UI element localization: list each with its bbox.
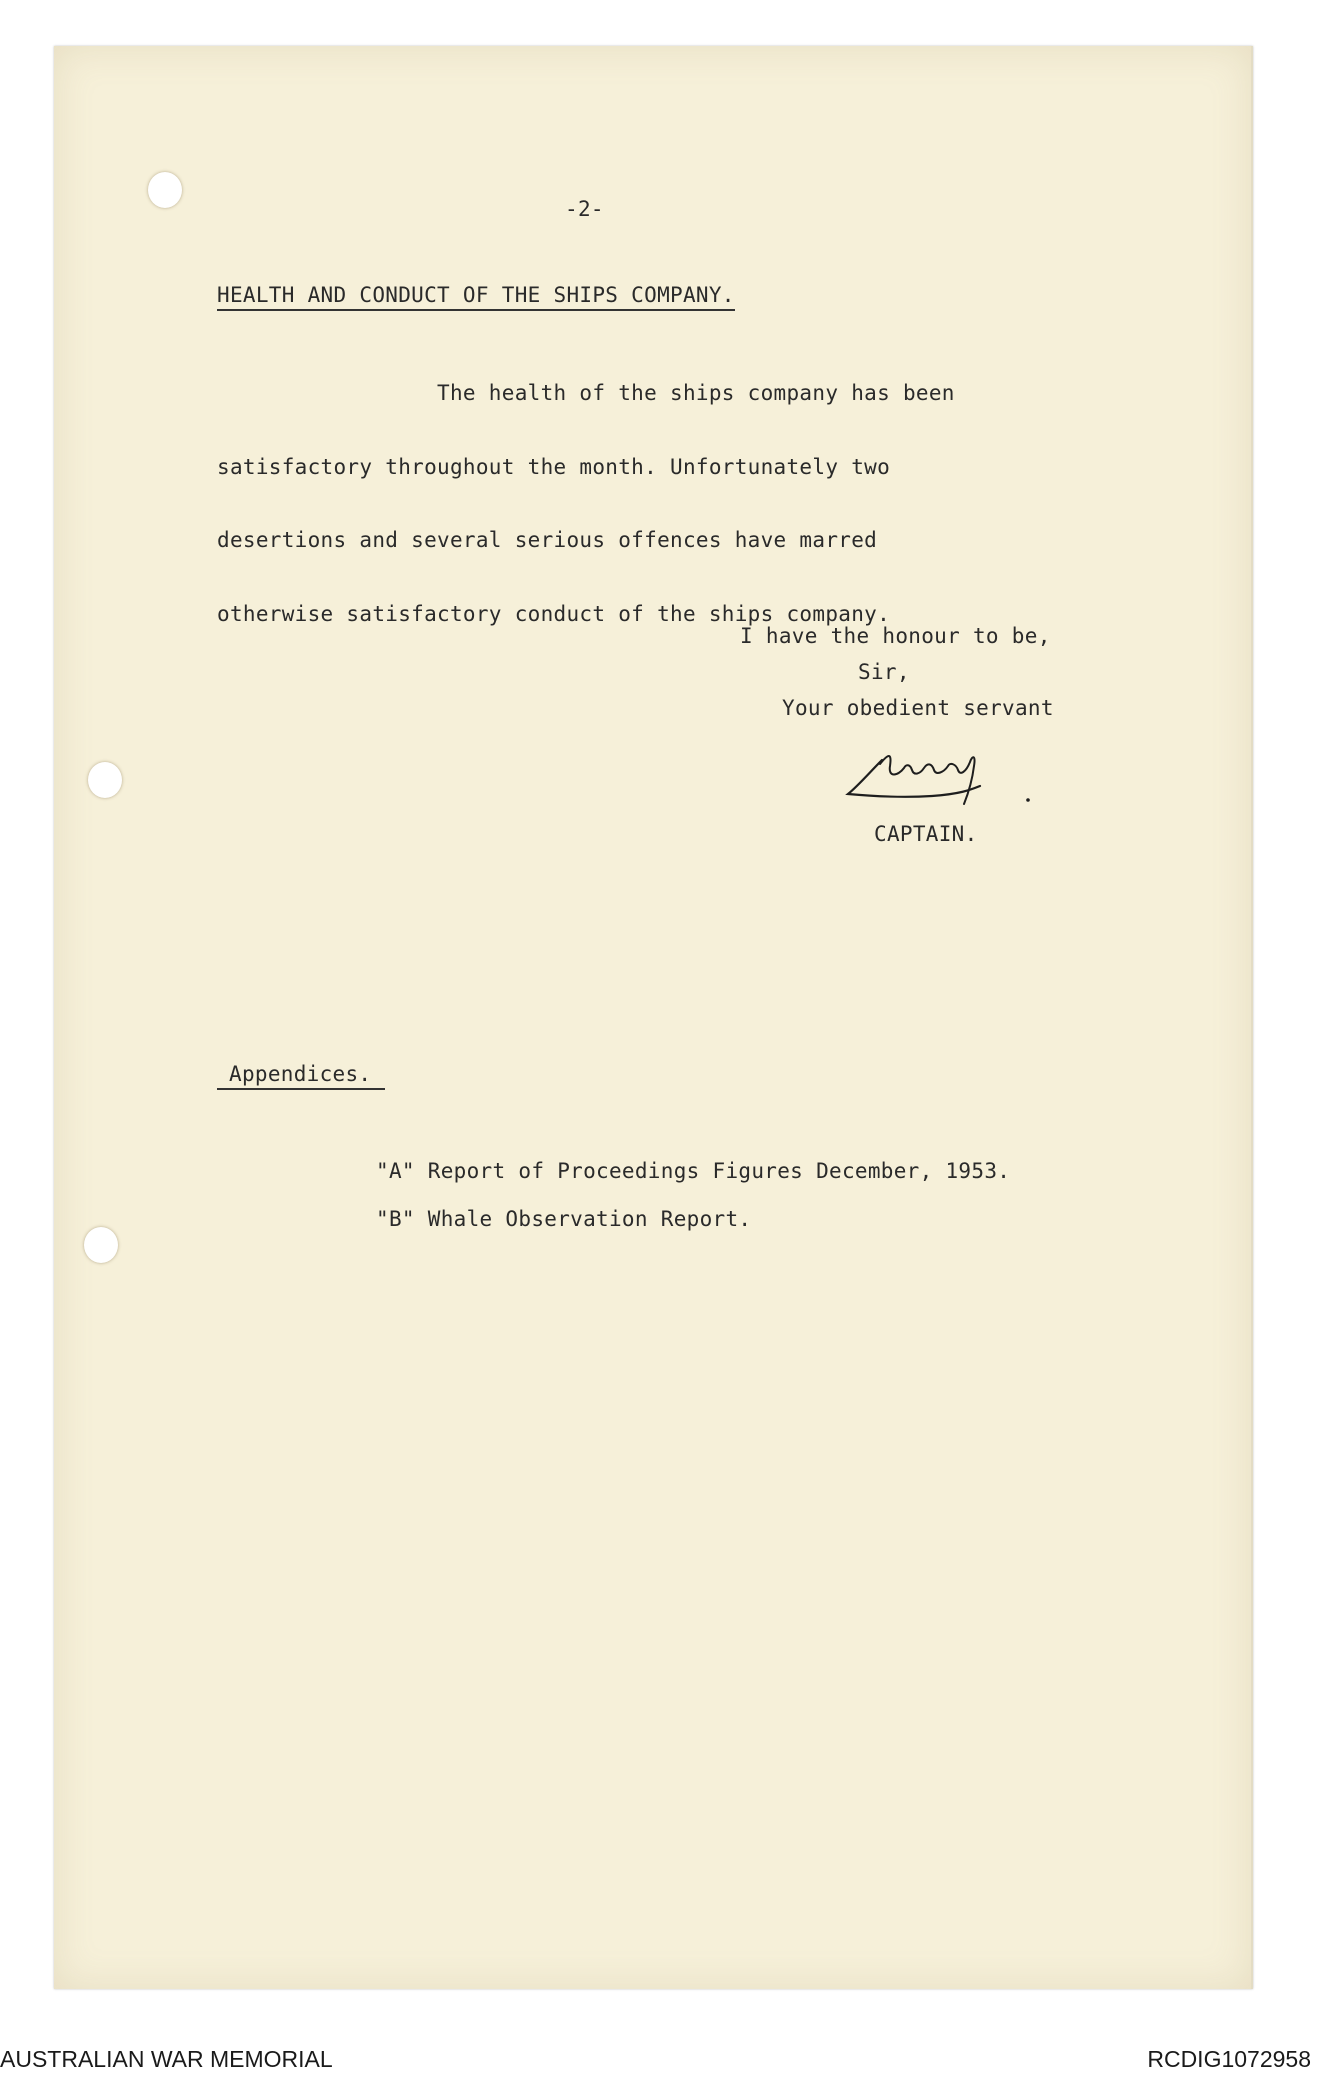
handwritten-signature [840, 742, 1040, 814]
punch-hole-middle [88, 762, 122, 798]
closing-line-1: I have the honour to be, [740, 624, 1051, 648]
body-line: The health of the ships company has been [217, 381, 955, 405]
punch-hole-bottom [84, 1227, 118, 1263]
appendix-item-b: "B" Whale Observation Report. [376, 1207, 752, 1231]
signatory-title: CAPTAIN. [874, 822, 978, 846]
footer-institution: AUSTRALIAN WAR MEMORIAL [0, 2046, 333, 2072]
closing-line-2: Sir, [858, 660, 910, 684]
body-line: otherwise satisfactory conduct of the ships company. [217, 601, 891, 626]
punch-hole-top [148, 172, 182, 208]
appendix-item-a: "A" Report of Proceedings Figures December, 1953. [376, 1159, 1011, 1183]
section-heading: HEALTH AND CONDUCT OF THE SHIPS COMPANY. [217, 283, 735, 311]
footer-record-id: RCDIG1072958 [1147, 2046, 1311, 2072]
body-line: satisfactory throughout the month. Unfortunately two [217, 454, 891, 479]
body-line: desertions and several serious offences have marred [217, 528, 878, 552]
page-number: -2- [565, 197, 604, 221]
appendices-heading: Appendices. [217, 1062, 385, 1090]
closing-line-3: Your obedient servant [782, 696, 1054, 720]
